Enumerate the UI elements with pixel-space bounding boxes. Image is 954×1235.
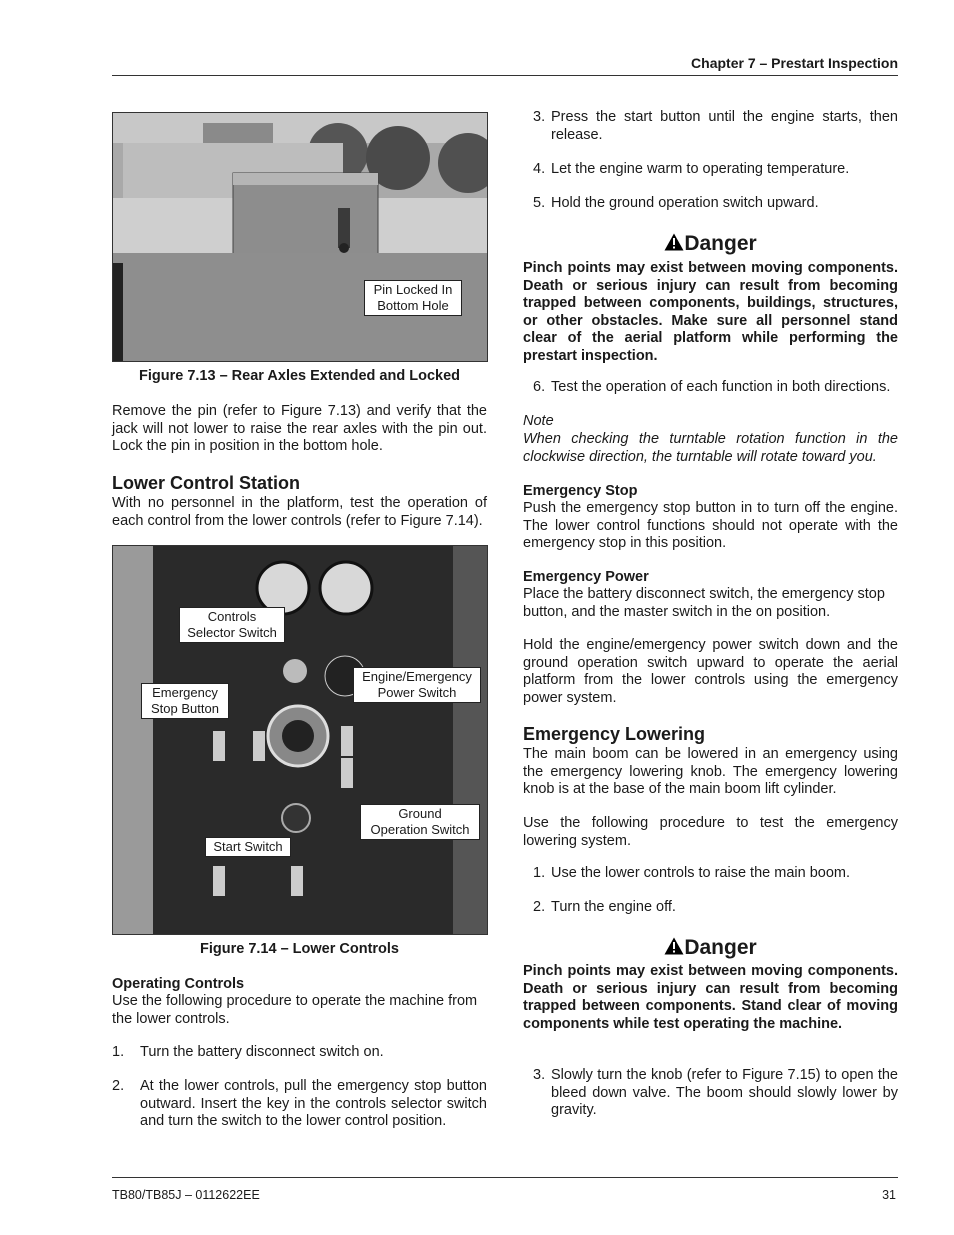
step-number: 2.: [112, 1078, 125, 1094]
operating-controls-intro: Use the following procedure to operate the machine from the lower controls.: [112, 993, 478, 1027]
emergency-lowering-paragraph-1: The main boom can be lowered in an emergency using the emergency lowering knob. The emergency lowering knob is at the base of the main boom lift cylinder.: [523, 746, 898, 797]
danger-heading-1: [523, 231, 898, 257]
step-number: 5.: [533, 195, 546, 211]
step-number: 1.: [533, 865, 546, 881]
emergency-stop-paragraph: Push the emergency stop button in to turn off the engine. The lower control functions should not operate with the emergency stop in this position.: [523, 500, 898, 551]
danger-body-2: Pinch points may exist between moving components. Death or serious injury can result from becoming trapped between components. Stand clear of moving components while test operating the machine.: [523, 963, 898, 1032]
footer-document-number: TB80/TB85J – 0112622EE: [112, 1188, 260, 1202]
step-text: Press the start button until the engine starts, then release.: [551, 109, 898, 143]
header-rule: [112, 75, 898, 76]
lower-control-intro: With no personnel in the platform, test the operation of each control from the lower controls (refer to Figure 7.14).: [112, 495, 487, 529]
step-text: At the lower controls, pull the emergency stop button outward. Insert the key in the controls selector switch and turn the switch to the lower control position.: [140, 1078, 487, 1129]
danger-heading-2: [523, 935, 898, 961]
emergency-stop-button-callout: Emergency Stop Button: [141, 683, 229, 719]
figure-7-14-caption: Figure 7.14 – Lower Controls: [199, 941, 399, 957]
subheading-emergency-stop: Emergency Stop: [523, 483, 638, 499]
note-label: Note: [523, 413, 554, 429]
danger-body-1: Pinch points may exist between moving components. Death or serious injury can result from becoming trapped between components, buildings, structures, or other obstacles. Make sure all personnel stand clear of the aerial platform while performing the prestart inspection.: [523, 260, 898, 364]
pin-locked-callout: Pin Locked In Bottom Hole: [364, 280, 462, 316]
step-text: Turn the engine off.: [551, 899, 676, 915]
emergency-power-paragraph-2: Hold the engine/emergency power switch down and the ground operation switch upward to operate the aerial platform from the lower controls using the emergency power system.: [523, 637, 898, 706]
footer-rule: [112, 1177, 898, 1178]
subheading-emergency-power: Emergency Power: [523, 569, 649, 585]
section-heading-emergency-lowering: Emergency Lowering: [523, 724, 706, 744]
step-number: 3.: [533, 1067, 546, 1083]
emergency-power-paragraph-1: Place the battery disconnect switch, the emergency stop button, and the master switch in the on position.: [523, 586, 885, 620]
step-number: 3.: [533, 109, 546, 125]
lower-control-panel-illustration: [113, 546, 487, 934]
page-number: 31: [882, 1188, 896, 1202]
step-text: Let the engine warm to operating temperature.: [551, 161, 850, 177]
start-switch-callout: Start Switch: [205, 837, 291, 857]
step-number: 1.: [112, 1044, 125, 1060]
figure-7-13-caption: Figure 7.13 – Rear Axles Extended and Locked: [139, 368, 460, 384]
ground-operation-switch-callout: Ground Operation Switch: [360, 804, 480, 840]
step-number: 2.: [533, 899, 546, 915]
step-text: Turn the battery disconnect switch on.: [140, 1044, 384, 1060]
running-header: Chapter 7 – Prestart Inspection: [691, 55, 898, 71]
section-heading-lower-control-station: Lower Control Station: [112, 473, 300, 493]
warning-triangle-icon: [664, 937, 684, 955]
rear-axle-illustration: [113, 113, 487, 361]
warning-triangle-icon: [664, 233, 684, 251]
controls-selector-switch-callout: Controls Selector Switch: [179, 607, 285, 643]
step-text: Hold the ground operation switch upward.: [551, 195, 819, 211]
subheading-operating-controls: Operating Controls: [112, 976, 245, 992]
step-text: Use the lower controls to raise the main boom.: [551, 865, 850, 881]
figure-7-13-photo: [112, 112, 488, 362]
engine-emergency-power-switch-callout: Engine/Emergency Power Switch: [353, 667, 481, 703]
step-text: Slowly turn the knob (refer to Figure 7.15) to open the bleed down valve. The boom should slowly lower by gravity.: [551, 1067, 898, 1118]
note-body: When checking the turntable rotation function in the clockwise direction, the turntable will rotate toward you.: [523, 431, 898, 465]
step-text: Test the operation of each function in both directions.: [551, 379, 891, 395]
danger-title: Danger: [684, 936, 757, 959]
danger-title: Danger: [684, 232, 757, 255]
figure-7-14-photo: [112, 545, 488, 935]
emergency-lowering-paragraph-2: Use the following procedure to test the emergency lowering system.: [523, 815, 898, 849]
rear-axle-paragraph: Remove the pin (refer to Figure 7.13) and verify that the jack will not lower to raise the rear axles with the pin out. Lock the pin in position in the bottom hole.: [112, 403, 487, 454]
step-number: 6.: [533, 379, 546, 395]
step-number: 4.: [533, 161, 546, 177]
